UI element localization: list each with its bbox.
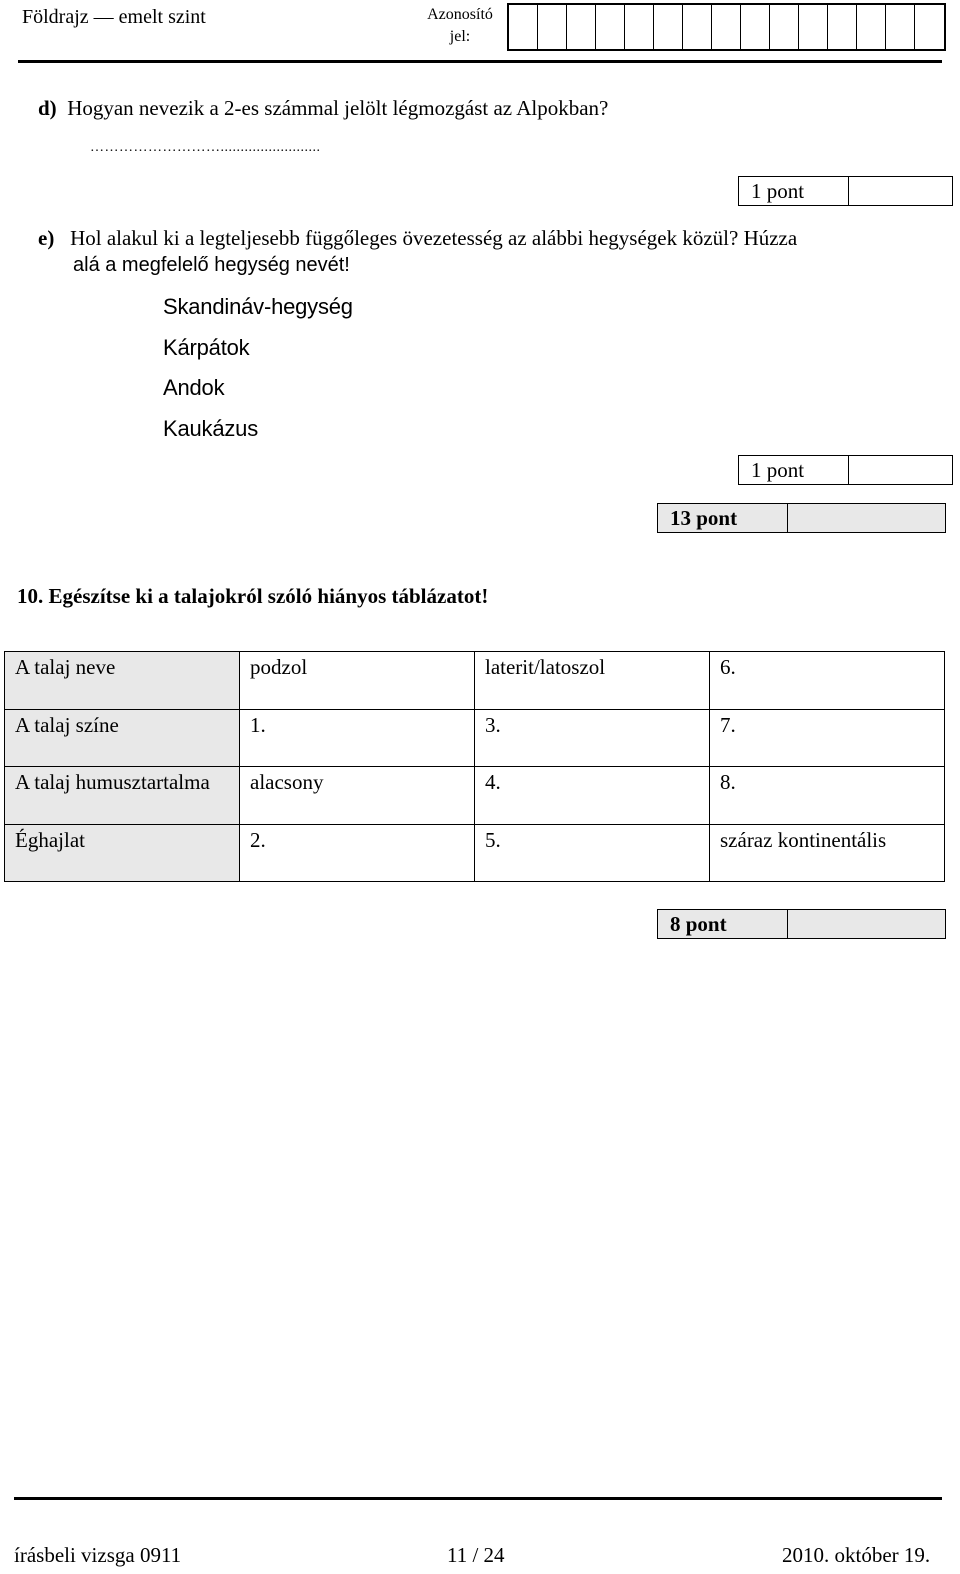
table-cell[interactable]: 1. bbox=[240, 709, 475, 767]
question-text-cont: alá a megfelelő hegység nevét! bbox=[73, 254, 350, 276]
table-cell: száraz kontinentális bbox=[710, 824, 945, 882]
id-box[interactable] bbox=[799, 5, 828, 49]
question-letter: d) bbox=[38, 96, 57, 120]
id-box[interactable] bbox=[509, 5, 538, 49]
table-cell[interactable]: 5. bbox=[475, 824, 710, 882]
footer-date: 2010. október 19. bbox=[782, 1543, 931, 1567]
row-header: A talaj humusztartalma bbox=[5, 767, 240, 825]
option-mountain[interactable]: Kárpátok bbox=[163, 335, 250, 360]
header-rule bbox=[18, 60, 942, 63]
score-label: 1 pont bbox=[739, 177, 849, 205]
id-box[interactable] bbox=[915, 5, 944, 49]
question-text: Hol alakul ki a legteljesebb függőleges övezetesség az alábbi hegységek közül? Húzza bbox=[70, 226, 798, 250]
id-box[interactable] bbox=[538, 5, 567, 49]
id-label: Azonosító jel: bbox=[427, 6, 493, 45]
id-box[interactable] bbox=[567, 5, 596, 49]
score-label: 1 pont bbox=[739, 456, 849, 484]
total-score-field[interactable] bbox=[788, 910, 945, 938]
table-row bbox=[5, 767, 945, 825]
table-cell[interactable]: 8. bbox=[710, 767, 945, 825]
row-header: Éghajlat bbox=[5, 824, 240, 882]
table-row bbox=[5, 709, 945, 767]
total-score-field[interactable] bbox=[788, 504, 945, 532]
option-mountain[interactable]: Andok bbox=[163, 375, 225, 400]
table-cell[interactable]: 3. bbox=[475, 709, 710, 767]
score-field[interactable] bbox=[849, 177, 952, 205]
table-cell[interactable]: 2. bbox=[240, 824, 475, 882]
table-cell[interactable]: 4. bbox=[475, 767, 710, 825]
id-box[interactable] bbox=[654, 5, 683, 49]
score-box-d bbox=[738, 176, 953, 206]
table-row bbox=[5, 652, 945, 710]
id-input-boxes[interactable] bbox=[507, 3, 946, 51]
footer-exam-code: írásbeli vizsga 0911 bbox=[14, 1543, 182, 1567]
id-box[interactable] bbox=[712, 5, 741, 49]
total-score-label: 8 pont bbox=[658, 910, 788, 938]
id-box[interactable] bbox=[596, 5, 625, 49]
soil-table bbox=[4, 651, 945, 882]
table-cell: laterit/latoszol bbox=[475, 652, 710, 710]
question-d bbox=[38, 96, 608, 121]
id-box[interactable] bbox=[770, 5, 799, 49]
total-score-box bbox=[657, 909, 946, 939]
total-score-box bbox=[657, 503, 946, 533]
id-box[interactable] bbox=[886, 5, 915, 49]
question-10-title: 10. Egészítse ki a talajokról szóló hiányos táblázatot! bbox=[17, 584, 489, 608]
option-mountain[interactable]: Skandináv-hegység bbox=[163, 294, 353, 319]
table-cell: podzol bbox=[240, 652, 475, 710]
answer-line[interactable]: ………………………......................... bbox=[90, 140, 321, 155]
id-box[interactable] bbox=[828, 5, 857, 49]
total-score-label: 13 pont bbox=[658, 504, 788, 532]
footer-page-number: 11 / 24 bbox=[447, 1543, 505, 1567]
id-box[interactable] bbox=[625, 5, 654, 49]
row-header: A talaj színe bbox=[5, 709, 240, 767]
question-letter: e) bbox=[38, 226, 55, 250]
question-e bbox=[38, 226, 797, 251]
score-box-e bbox=[738, 455, 953, 485]
footer-rule bbox=[14, 1497, 942, 1500]
row-header: A talaj neve bbox=[5, 652, 240, 710]
option-mountain[interactable]: Kaukázus bbox=[163, 416, 259, 441]
table-cell[interactable]: 6. bbox=[710, 652, 945, 710]
table-cell[interactable]: 7. bbox=[710, 709, 945, 767]
table-cell: alacsony bbox=[240, 767, 475, 825]
id-box[interactable] bbox=[857, 5, 886, 49]
table-row bbox=[5, 824, 945, 882]
score-field[interactable] bbox=[849, 456, 952, 484]
question-text: Hogyan nevezik a 2-es számmal jelölt légmozgást az Alpokban? bbox=[67, 96, 609, 120]
id-box[interactable] bbox=[683, 5, 712, 49]
header-subject: Földrajz — emelt szint bbox=[22, 6, 206, 28]
id-box[interactable] bbox=[741, 5, 770, 49]
